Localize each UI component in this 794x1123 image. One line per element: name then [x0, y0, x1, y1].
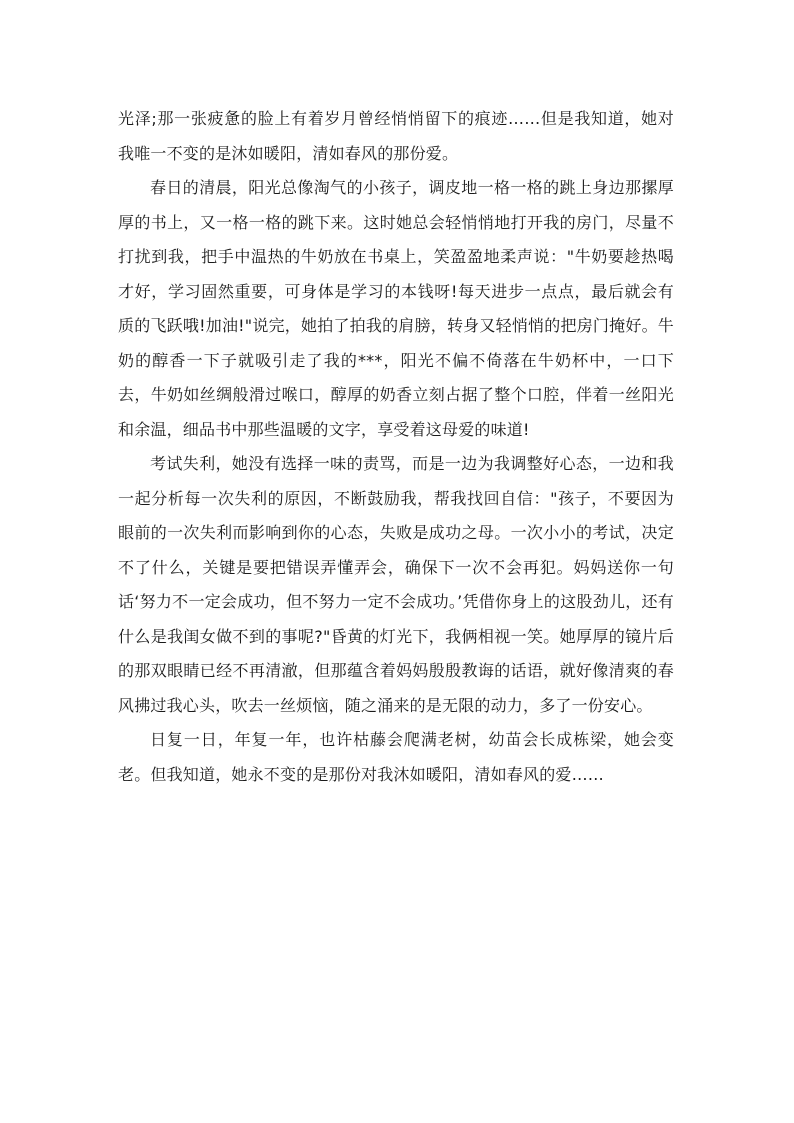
paragraph-3: 考试失利，她没有选择一味的责骂，而是一边为我调整好心态，一边和我一起分析每一次失利的原因，不断鼓励我，帮我找回自信："孩子，不要因为眼前的一次失利而影响到你的心态，失败是成功之母。一次小小的考试，决定不了什么，关键是要把错误弄懂弄会，确保下一次不会再犯。妈妈送你一句话‘努力不一定会成功，但不努力一定不会成功。’凭借你身上的这股劲儿，还有什么是我闺女做不到的事呢?"昏黄的灯光下，我俩相视一笑。她厚厚的镜片后的那双眼睛已经不再清澈，但那蕴含着妈妈殷殷教诲的话语，就好像清爽的春风拂过我心头，吹去一丝烦恼，随之涌来的是无限的动力，多了一份安心。 — [118, 454, 674, 715]
paragraph-2: 春日的清晨，阳光总像淘气的小孩子，调皮地一格一格的跳上身边那摞厚厚的书上，又一格一格的跳下来。这时她总会轻悄悄地打开我的房门，尽量不打扰到我，把手中温热的牛奶放在书桌上，笑盈盈地柔声说："牛奶要趁热喝才好，学习固然重要，可身体是学习的本钱呀!每天进步一点点，最后就会有质的飞跃哦!加油!"说完，她拍了拍我的肩膀，转身又轻悄悄的把房门掩好。牛奶的醇香一下子就吸引走了我的***，阳光不偏不倚落在牛奶杯中，一口下去，牛奶如丝绸般滑过喉口，醇厚的奶香立刻占据了整个口腔，伴着一丝阳光和余温，细品书中那些温暖的文字，享受着这母爱的味道! — [118, 178, 674, 439]
paragraph-4: 日复一日，年复一年，也许枯藤会爬满老树，幼苗会长成栋梁，她会变老。但我知道，她永不变的是那份对我沐如暖阳，清如春风的爱…… — [118, 730, 674, 784]
document-page — [118, 102, 674, 792]
paragraph-1: 光泽;那一张疲惫的脸上有着岁月曾经悄悄留下的痕迹……但是我知道，她对我唯一不变的是沐如暖阳，清如春风的那份爱。 — [118, 109, 674, 163]
